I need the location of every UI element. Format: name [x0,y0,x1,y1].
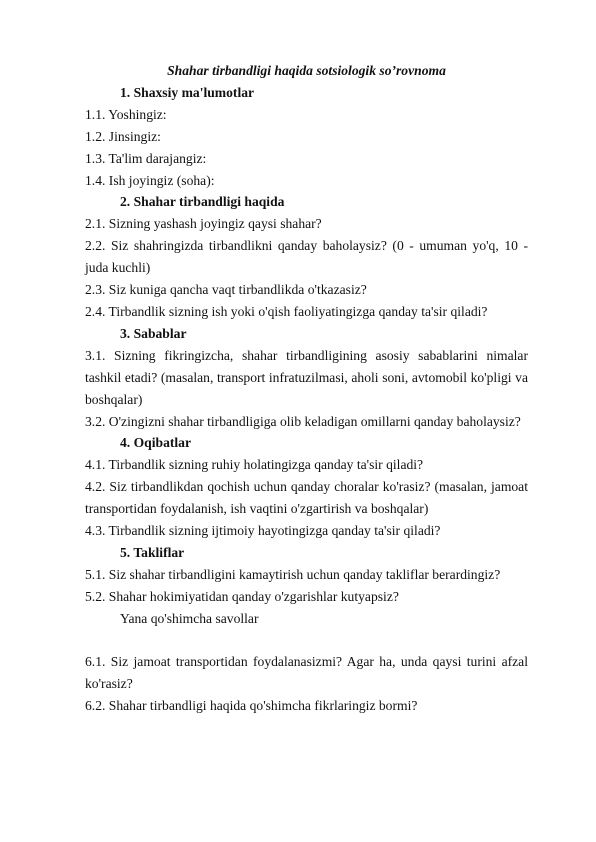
question-4-1: 4.1. Tirbandlik sizning ruhiy holatingizga qanday ta'sir qiladi? [85,457,424,473]
section-traffic [85,191,528,322]
section-heading: Yana qo'shimcha savollar [120,610,259,626]
section-extra-questions [85,608,528,718]
section-proposals [85,542,528,608]
section-heading: 3. Sabablar [120,325,187,341]
document-page [85,60,528,717]
question-4-2: 4.2. Siz tirbandlikdan qochish uchun qanday choralar ko'rasiz? (masalan, jamoat transportidan foydalanish, ish vaqtini o'zgartirish va boshqalar) [85,479,528,517]
section-personal-info [85,82,528,192]
question-4-3: 4.3. Tirbandlik sizning ijtimoiy hayotingizga qanday ta'sir qiladi? [85,523,441,539]
question-1-4: 1.4. Ish joyingiz (soha): [85,172,215,188]
question-1-1: 1.1. Yoshingiz: [85,106,167,122]
section-heading: 2. Shahar tirbandligi haqida [120,194,285,210]
section-heading: 4. Oqibatlar [120,435,191,451]
question-3-1: 3.1. Sizning fikringizcha, shahar tirbandligining asosiy sabablarini nimalar tashkil etadi? (masalan, transport infratuzilmasi, aholi soni, avtomobil ko'pligi va boshqalar) [85,347,528,407]
question-1-3: 1.3. Ta'lim darajangiz: [85,150,207,166]
question-1-2: 1.2. Jinsingiz: [85,128,161,144]
section-heading: 5. Takliflar [120,544,185,560]
question-2-1: 2.1. Sizning yashash joyingiz qaysi shahar? [85,216,322,232]
question-6-2: 6.2. Shahar tirbandligi haqida qo'shimcha fikrlaringiz bormi? [85,698,418,714]
question-5-2: 5.2. Shahar hokimiyatidan qanday o'zgarishlar kutyapsiz? [85,588,399,604]
question-5-1: 5.1. Siz shahar tirbandligini kamaytirish uchun qanday takliflar berardingiz? [85,566,501,582]
blank-line [85,630,528,652]
question-6-1: 6.1. Siz jamoat transportidan foydalanasizmi? Agar ha, unda qaysi turini afzal ko'rasiz? [85,654,528,692]
question-3-2: 3.2. O'zingizni shahar tirbandligiga olib keladigan omillarni qanday baholaysiz? [85,413,521,429]
section-heading: 1. Shaxsiy ma'lumotlar [120,84,255,100]
question-2-3: 2.3. Siz kuniga qancha vaqt tirbandlikda o'tkazasiz? [85,282,367,298]
section-causes [85,323,528,433]
question-2-4: 2.4. Tirbandlik sizning ish yoki o'qish faoliyatingizga qanday ta'sir qiladi? [85,303,488,319]
document-title: Shahar tirbandligi haqida sotsiologik so’rovnoma [167,63,446,78]
question-2-2: 2.2. Siz shahringizda tirbandlikni qanday baholaysiz? (0 - umuman yo'q, 10 - juda kuchli) [85,238,528,276]
section-consequences [85,432,528,542]
